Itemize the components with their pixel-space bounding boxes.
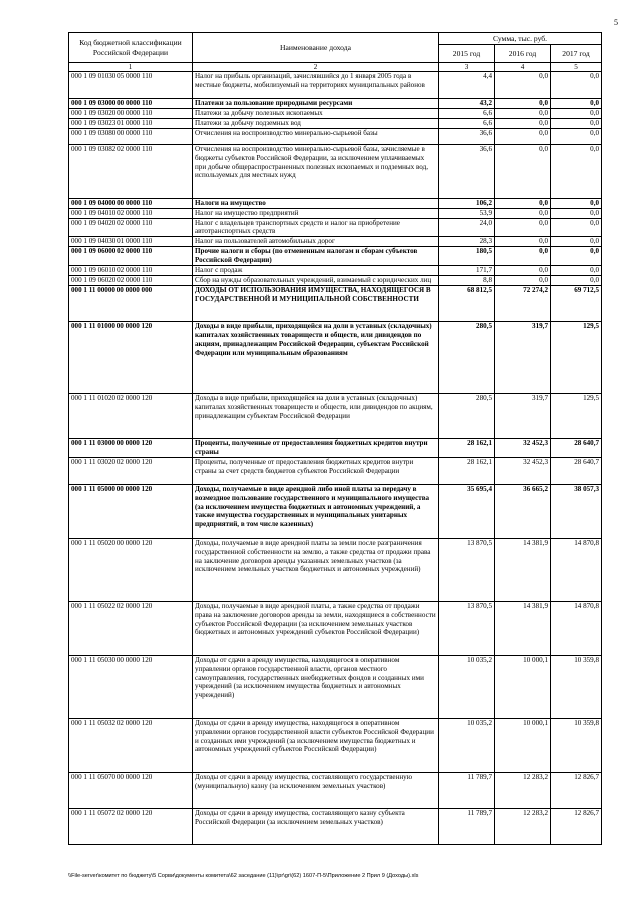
- value-2015-cell: 10 035,2: [439, 718, 495, 772]
- value-2016-cell: 14 381,9: [495, 538, 551, 601]
- table-body: [69, 72, 602, 845]
- code-cell: 000 1 09 06000 02 0000 110: [69, 247, 193, 266]
- code-cell: 000 1 09 04030 01 0000 110: [69, 237, 193, 247]
- name-cell: Доходы в виде прибыли, приходящейся на доли в уставных (складочных) капиталах хозяйственных товариществ и обществ, или дивидендов по акциям, принадлежащим субъектам Российской Федерации: [193, 393, 439, 438]
- table-row: [69, 484, 602, 538]
- value-2016-cell: 0,0: [495, 128, 551, 144]
- value-2015-cell: 13 870,5: [439, 538, 495, 601]
- value-2016-cell: 32 452,3: [495, 457, 551, 484]
- column-index-3: 3: [439, 63, 495, 72]
- value-2015-cell: 280,5: [439, 321, 495, 393]
- value-2017-cell: 129,5: [551, 321, 602, 393]
- value-2015-cell: 68 812,5: [439, 285, 495, 321]
- value-2016-cell: 319,7: [495, 321, 551, 393]
- value-2017-cell: 12 826,7: [551, 772, 602, 808]
- header-2015: 2015 год: [439, 45, 495, 63]
- column-index-1: 1: [69, 63, 193, 72]
- code-cell: 000 1 11 03000 00 0000 120: [69, 438, 193, 457]
- table-row: [69, 247, 602, 266]
- name-cell: Налог на имущество предприятий: [193, 208, 439, 218]
- value-2017-cell: 14 870,8: [551, 601, 602, 655]
- value-2016-cell: 0,0: [495, 237, 551, 247]
- value-2015-cell: 180,5: [439, 247, 495, 266]
- table-row: [69, 198, 602, 208]
- value-2017-cell: 28 640,7: [551, 438, 602, 457]
- page-number: 5: [614, 18, 618, 27]
- name-cell: Прочие налоги и сборы (по отмененным налогам и сборам субъектов Российской Федерации): [193, 247, 439, 266]
- table-row: [69, 118, 602, 128]
- value-2016-cell: 14 381,9: [495, 601, 551, 655]
- value-2017-cell: 0,0: [551, 218, 602, 237]
- table-row: [69, 457, 602, 484]
- name-cell: Отчисления на воспроизводство минерально-сырьевой базы: [193, 128, 439, 144]
- header-2017: 2017 год: [551, 45, 602, 63]
- table-row: [69, 108, 602, 118]
- code-cell: 000 1 09 03023 01 0000 110: [69, 118, 193, 128]
- table-row: [69, 275, 602, 285]
- value-2016-cell: 12 283,2: [495, 772, 551, 808]
- code-cell: 000 1 09 01030 05 0000 110: [69, 72, 193, 99]
- value-2017-cell: 69 712,5: [551, 285, 602, 321]
- code-cell: 000 1 11 03020 02 0000 120: [69, 457, 193, 484]
- value-2017-cell: 0,0: [551, 198, 602, 208]
- table-row: [69, 99, 602, 109]
- code-cell: 000 1 09 03080 00 0000 110: [69, 128, 193, 144]
- value-2016-cell: 0,0: [495, 198, 551, 208]
- value-2017-cell: 0,0: [551, 266, 602, 276]
- value-2017-cell: 10 359,8: [551, 718, 602, 772]
- table-row: [69, 772, 602, 808]
- value-2016-cell: 0,0: [495, 275, 551, 285]
- code-cell: 000 1 09 03082 02 0000 110: [69, 144, 193, 198]
- code-cell: 000 1 11 05020 00 0000 120: [69, 538, 193, 601]
- value-2015-cell: 106,2: [439, 198, 495, 208]
- code-cell: 000 1 11 05022 02 0000 120: [69, 601, 193, 655]
- value-2017-cell: 0,0: [551, 208, 602, 218]
- name-cell: Проценты, полученные от предоставления бюджетных кредитов внутри страны за счет средств бюджетов субъектов Российской Федерации: [193, 457, 439, 484]
- value-2017-cell: 12 826,7: [551, 808, 602, 844]
- table-row: [69, 655, 602, 718]
- value-2017-cell: 38 057,3: [551, 484, 602, 538]
- name-cell: Платежи за пользование природными ресурсами: [193, 99, 439, 109]
- column-index-5: 5: [551, 63, 602, 72]
- value-2017-cell: 0,0: [551, 247, 602, 266]
- value-2017-cell: 0,0: [551, 237, 602, 247]
- value-2016-cell: 0,0: [495, 108, 551, 118]
- code-cell: 000 1 09 04000 00 0000 110: [69, 198, 193, 208]
- name-cell: Налоги на имущество: [193, 198, 439, 208]
- column-index-4: 4: [495, 63, 551, 72]
- value-2016-cell: 10 000,1: [495, 655, 551, 718]
- name-cell: Налог на пользователей автомобильных дорог: [193, 237, 439, 247]
- value-2015-cell: 36,6: [439, 144, 495, 198]
- value-2017-cell: 28 640,7: [551, 457, 602, 484]
- name-cell: Доходы от сдачи в аренду имущества, составляющего казну субъекта Российской Федерации (за исключением земельных участков): [193, 808, 439, 844]
- table-row: [69, 128, 602, 144]
- value-2016-cell: 32 452,3: [495, 438, 551, 457]
- name-cell: Налог с продаж: [193, 266, 439, 276]
- value-2016-cell: 10 000,1: [495, 718, 551, 772]
- header-name: Наименование дохода: [193, 33, 439, 63]
- table-row: [69, 218, 602, 237]
- code-cell: 000 1 11 01020 02 0000 120: [69, 393, 193, 438]
- table-row: [69, 601, 602, 655]
- table-row: [69, 208, 602, 218]
- value-2017-cell: 0,0: [551, 128, 602, 144]
- table-row: [69, 266, 602, 276]
- value-2015-cell: 10 035,2: [439, 655, 495, 718]
- budget-income-table: [68, 32, 602, 845]
- value-2015-cell: 8,8: [439, 275, 495, 285]
- file-path-footer: \\File-server\комитет по бюджету\5 Сорви\документы комитета\62 заседание (11)\pr\gr\(62) 1607-П-5\Приложение 2 Прил 9 (Доходы).xls: [68, 873, 419, 879]
- value-2015-cell: 28 162,1: [439, 457, 495, 484]
- value-2015-cell: 24,0: [439, 218, 495, 237]
- value-2017-cell: 10 359,8: [551, 655, 602, 718]
- value-2015-cell: 171,7: [439, 266, 495, 276]
- code-cell: 000 1 11 01000 00 0000 120: [69, 321, 193, 393]
- value-2017-cell: 0,0: [551, 144, 602, 198]
- value-2015-cell: 53,9: [439, 208, 495, 218]
- table-row: [69, 321, 602, 393]
- value-2017-cell: 14 870,8: [551, 538, 602, 601]
- code-cell: 000 1 11 05070 00 0000 120: [69, 772, 193, 808]
- name-cell: Доходы, получаемые в виде арендной либо иной платы за передачу в возмездное пользование государственного и муниципального имущества (за исключением имущества бюджетных и автономных учреждений, а также имущества государственных и муниципальных унитарных предприятий, в том числе казенных): [193, 484, 439, 538]
- code-cell: 000 1 11 05072 02 0000 120: [69, 808, 193, 844]
- name-cell: ДОХОДЫ ОТ ИСПОЛЬЗОВАНИЯ ИМУЩЕСТВА, НАХОДЯЩЕГОСЯ В ГОСУДАРСТВЕННОЙ И МУНИЦИПАЛЬНОЙ СОБСТВЕННОСТИ: [193, 285, 439, 321]
- name-cell: Доходы от сдачи в аренду имущества, находящегося в оперативном управлении органов государственной власти субъектов Российской Федерации и созданных ими учреждений (за исключением имущества бюджетных и автономных учреждений субъектов Российской Федерации): [193, 718, 439, 772]
- code-cell: 000 1 09 06010 02 0000 110: [69, 266, 193, 276]
- code-cell: 000 1 11 00000 00 0000 000: [69, 285, 193, 321]
- value-2015-cell: 6,6: [439, 108, 495, 118]
- value-2016-cell: 72 274,2: [495, 285, 551, 321]
- value-2015-cell: 36,6: [439, 128, 495, 144]
- name-cell: Налог на прибыль организаций, зачислявшийся до 1 января 2005 года в местные бюджеты, мобилизуемый на территориях муниципальных районов: [193, 72, 439, 99]
- name-cell: Доходы, получаемые в виде арендной платы за земли после разграничения государственной собственности на землю, а также средства от продажи права на заключение договоров аренды указанных земельных участков (за исключением земельных участков бюджетных и автономных учреждений): [193, 538, 439, 601]
- value-2015-cell: 43,2: [439, 99, 495, 109]
- table-row: [69, 237, 602, 247]
- header-sum: Сумма, тыс. руб.: [439, 33, 602, 45]
- value-2016-cell: 0,0: [495, 72, 551, 99]
- table-row: [69, 72, 602, 99]
- value-2016-cell: 0,0: [495, 144, 551, 198]
- name-cell: Сбор на нужды образовательных учреждений, взимаемый с юридических лиц: [193, 275, 439, 285]
- value-2017-cell: 0,0: [551, 72, 602, 99]
- code-cell: 000 1 09 04010 02 0000 110: [69, 208, 193, 218]
- value-2016-cell: 36 665,2: [495, 484, 551, 538]
- name-cell: Доходы в виде прибыли, приходящейся на доли в уставных (складочных) капиталах хозяйственных товариществ и обществ, или дивидендов по акциям, принадлежащим Российской Федерации, субъектам Российской Федерации или муниципальным образованиям: [193, 321, 439, 393]
- code-cell: 000 1 09 06020 02 0000 110: [69, 275, 193, 285]
- value-2015-cell: 4,4: [439, 72, 495, 99]
- value-2016-cell: 0,0: [495, 208, 551, 218]
- value-2016-cell: 319,7: [495, 393, 551, 438]
- name-cell: Отчисления на воспроизводство минерально-сырьевой базы, зачисляемые в бюджеты субъектов Российской Федерации, за исключением уплачиваемых при добыче общераспространенных полезных ископаемых и подземных вод, используемых для местных нужд: [193, 144, 439, 198]
- table-row: [69, 393, 602, 438]
- name-cell: Доходы от сдачи в аренду имущества, находящегося в оперативном управлении органов государственной власти, органов местного самоуправления, государственных внебюджетных фондов и созданных ими учреждений (за исключением имущества бюджетных и автономных учреждений): [193, 655, 439, 718]
- value-2015-cell: 13 870,5: [439, 601, 495, 655]
- value-2016-cell: 0,0: [495, 247, 551, 266]
- value-2016-cell: 0,0: [495, 118, 551, 128]
- code-cell: 000 1 11 05000 00 0000 120: [69, 484, 193, 538]
- code-cell: 000 1 09 04020 02 0000 110: [69, 218, 193, 237]
- header-2016: 2016 год: [495, 45, 551, 63]
- value-2016-cell: 0,0: [495, 266, 551, 276]
- table-row: [69, 285, 602, 321]
- name-cell: Проценты, полученные от предоставления бюджетных кредитов внутри страны: [193, 438, 439, 457]
- value-2016-cell: 0,0: [495, 218, 551, 237]
- value-2017-cell: 0,0: [551, 99, 602, 109]
- code-cell: 000 1 11 05030 00 0000 120: [69, 655, 193, 718]
- value-2017-cell: 0,0: [551, 108, 602, 118]
- value-2016-cell: 12 283,2: [495, 808, 551, 844]
- value-2015-cell: 28 162,1: [439, 438, 495, 457]
- table-row: [69, 438, 602, 457]
- code-cell: 000 1 09 03020 00 0000 110: [69, 108, 193, 118]
- value-2016-cell: 0,0: [495, 99, 551, 109]
- value-2015-cell: 28,3: [439, 237, 495, 247]
- value-2015-cell: 280,5: [439, 393, 495, 438]
- header-code: Код бюджетной классификации Российской Федерации: [69, 33, 193, 63]
- table-row: [69, 808, 602, 844]
- value-2017-cell: 0,0: [551, 118, 602, 128]
- table-row: [69, 144, 602, 198]
- name-cell: Платежи за добычу полезных ископаемых: [193, 108, 439, 118]
- value-2015-cell: 11 789,7: [439, 808, 495, 844]
- value-2015-cell: 6,6: [439, 118, 495, 128]
- value-2015-cell: 11 789,7: [439, 772, 495, 808]
- name-cell: Платежи за добычу подземных вод: [193, 118, 439, 128]
- table-row: [69, 538, 602, 601]
- name-cell: Доходы от сдачи в аренду имущества, составляющего государственную (муниципальную) казну (за исключением земельных участков): [193, 772, 439, 808]
- value-2017-cell: 129,5: [551, 393, 602, 438]
- value-2015-cell: 35 695,4: [439, 484, 495, 538]
- name-cell: Доходы, получаемые в виде арендной платы, а также средства от продажи права на заключение договоров аренды за земли, находящиеся в собственности субъектов Российской Федерации (за исключением земельных участков бюджетных и автономных учреждений субъектов Российской Федерации): [193, 601, 439, 655]
- code-cell: 000 1 09 03000 00 0000 110: [69, 99, 193, 109]
- name-cell: Налог с владельцев транспортных средств и налог на приобретение автотранспортных средств: [193, 218, 439, 237]
- value-2017-cell: 0,0: [551, 275, 602, 285]
- column-index-2: 2: [193, 63, 439, 72]
- code-cell: 000 1 11 05032 02 0000 120: [69, 718, 193, 772]
- table-row: [69, 718, 602, 772]
